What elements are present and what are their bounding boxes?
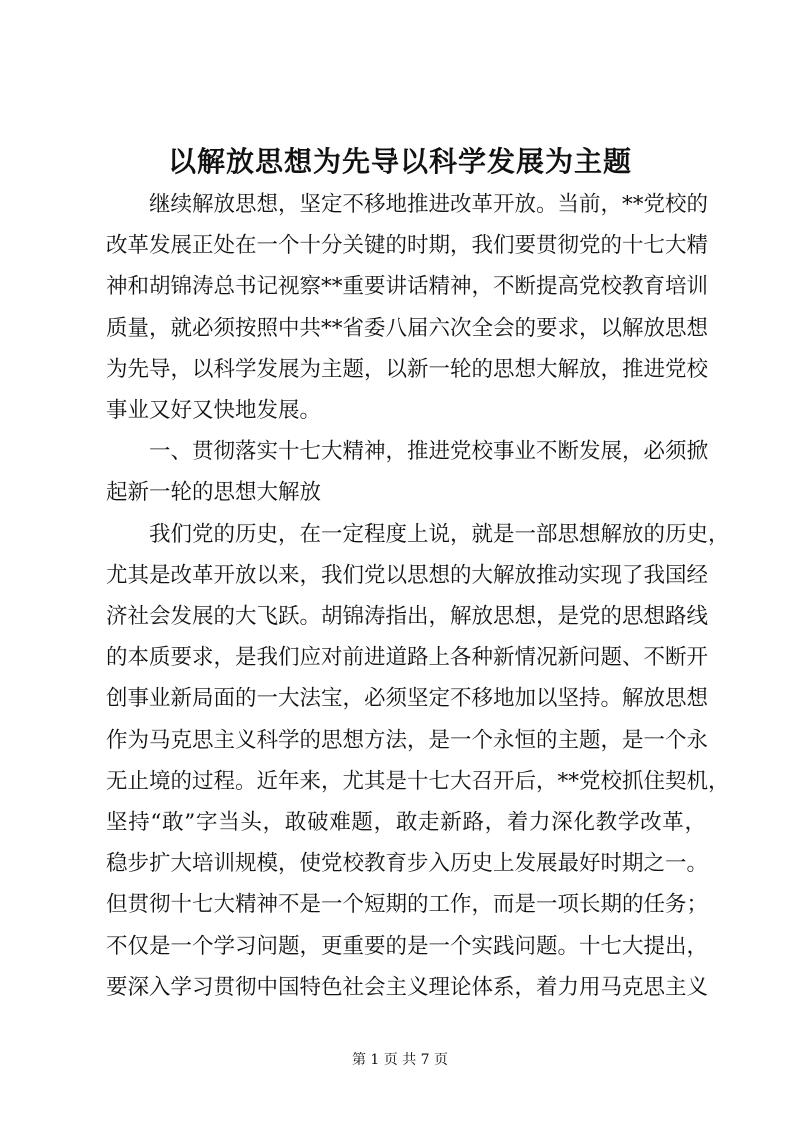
text-line: 一、贯彻落实十七大精神，推进党校事业不断发展，必须掀 [149, 439, 709, 465]
text-line: 起新一轮的思想大解放 [106, 480, 322, 506]
section-heading-1 [106, 431, 709, 513]
text-line: 要深入学习贯彻中国特色社会主义理论体系，着力用马克思主义 [106, 974, 709, 1000]
text-line: 为先导，以科学发展为主题，以新一轮的思想大解放，推进党校 [106, 356, 709, 382]
document-title: 以解放思想为先导以科学发展为主题 [167, 145, 632, 178]
text-line: 济社会发展的大飞跃。胡锦涛指出，解放思想，是党的思想路线 [106, 604, 709, 630]
text-line: 稳步扩大培训规模，使党校教育步入历史上发展最好时期之一。 [106, 851, 709, 877]
text-line: 改革发展正处在一个十分关键的时期，我们要贯彻党的十七大精 [106, 233, 709, 259]
text-line: 的本质要求，是我们应对前进道路上各种新情况新问题、不断开 [106, 645, 709, 671]
text-line: 我们党的历史，在一定程度上说，就是一部思想解放的历史， [149, 521, 730, 547]
text-line: 但贯彻十七大精神不是一个短期的工作，而是一项长期的任务； [106, 892, 709, 918]
text-line: 作为马克思主义科学的思想方法，是一个永恒的主题，是一个永 [106, 727, 709, 753]
text-line: 继续解放思想，坚定不移地推进改革开放。当前，**党校的 [149, 192, 709, 217]
text-line: 尤其是改革开放以来，我们党以思想的大解放推动实现了我国经 [106, 562, 709, 588]
text-line: 事业又好又快地发展。 [106, 398, 322, 424]
text-line: 坚持“敢”字当头，敢破难题，敢走新路，着力深化教学改革， [106, 810, 706, 836]
text-line: 无止境的过程。近年来，尤其是十七大召开后，**党校抓住契机， [106, 768, 730, 794]
paragraph-intro [106, 184, 709, 431]
paragraph-history [106, 514, 730, 1008]
document-body [106, 184, 730, 1008]
text-line: 质量，就必须按照中共**省委八届六次全会的要求，以解放思想 [106, 315, 709, 341]
text-line: 不仅是一个学习问题，更重要的是一个实践问题。十七大提出， [106, 933, 709, 959]
page-number-footer: 第 1 页 共 7 页 [351, 1052, 449, 1068]
text-line: 创事业新局面的一大法宝，必须坚定不移地加以坚持。解放思想 [106, 686, 709, 712]
text-line: 神和胡锦涛总书记视察**重要讲话精神，不断提高党校教育培训 [106, 274, 709, 300]
